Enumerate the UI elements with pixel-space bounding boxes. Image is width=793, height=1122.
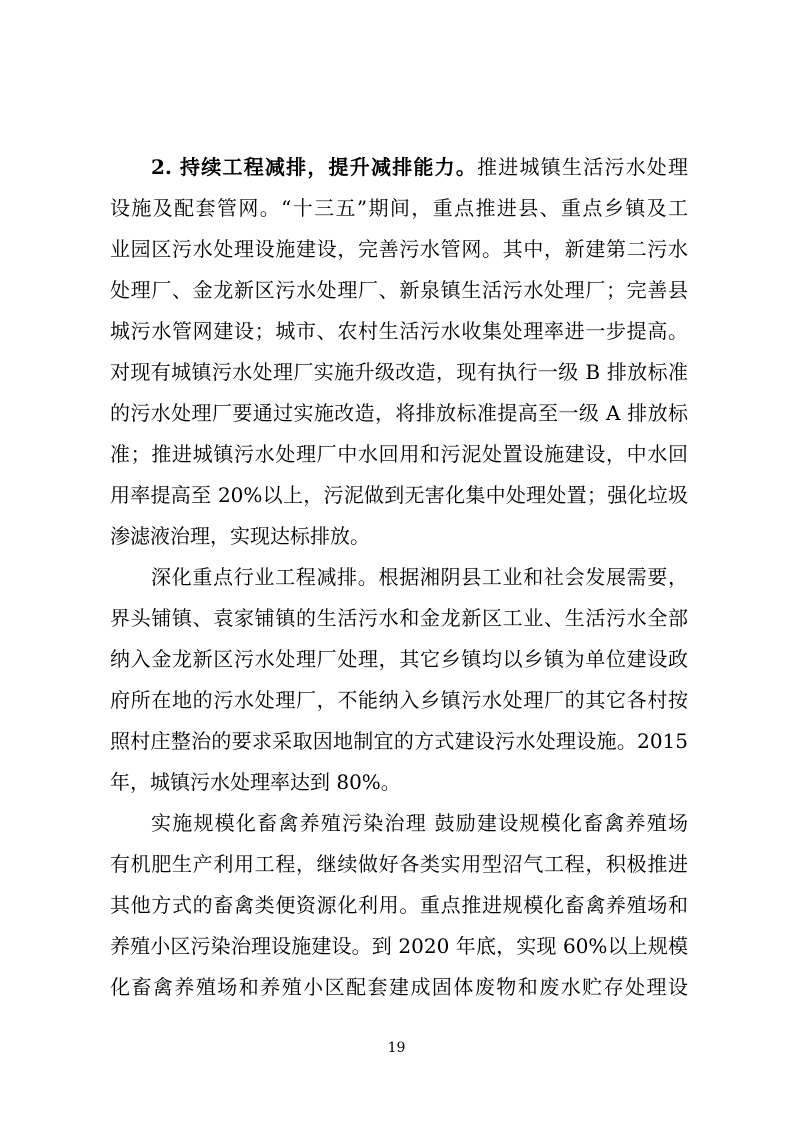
text-line: 深化重点行业工程减排。根据湘阴县工业和社会发展需要， xyxy=(151,565,688,589)
text-line: 设施及配套管网。“十三五”期间，重点推进县、重点乡镇及工 xyxy=(110,196,688,220)
page-number: 19 xyxy=(387,1040,406,1056)
section-heading: 2. 持续工程减排，提升减排能力。 xyxy=(151,155,478,179)
text-line: 用率提高至 20%以上，污泥做到无害化集中处理处置；强化垃圾 xyxy=(110,483,688,507)
text-line: 照村庄整治的要求采取因地制宜的方式建设污水处理设施。2015 xyxy=(110,729,688,753)
text-line: 化畜禽养殖场和养殖小区配套建成固体废物和废水贮存处理设 xyxy=(110,975,688,999)
paragraph-livestock-pollution xyxy=(110,803,688,1008)
paragraph-wastewater-treatment xyxy=(110,147,688,557)
text-line: 府所在地的污水处理厂，不能纳入乡镇污水处理厂的其它各村按 xyxy=(110,688,688,712)
text-line: 对现有城镇污水处理厂实施升级改造，现有执行一级 B 排放标准 xyxy=(110,360,688,384)
text-line: 准；推进城镇污水处理厂中水回用和污泥处置设施建设，中水回 xyxy=(110,442,688,466)
paragraph-industry-reduction xyxy=(110,557,688,803)
text-line: 处理厂、金龙新区污水处理厂、新泉镇生活污水处理厂；完善县 xyxy=(110,278,688,302)
text-line xyxy=(110,147,688,188)
text-span: 推进城镇生活污水处理 xyxy=(477,155,689,179)
text-line: 有机肥生产利用工程，继续做好各类实用型沼气工程，积极推进 xyxy=(110,852,688,876)
text-line: 界头铺镇、袁家铺镇的生活污水和金龙新区工业、生活污水全部 xyxy=(110,606,688,630)
text-line: 的污水处理厂要通过实施改造，将排放标准提高至一级 A 排放标 xyxy=(110,401,688,425)
text-line: 养殖小区污染治理设施建设。到 2020 年底，实现 60%以上规模 xyxy=(110,934,688,958)
text-line: 纳入金龙新区污水处理厂处理，其它乡镇均以乡镇为单位建设政 xyxy=(110,647,688,671)
document-body xyxy=(110,147,688,1008)
text-line: 其他方式的畜禽类便资源化利用。重点推进规模化畜禽养殖场和 xyxy=(110,893,688,917)
text-line: 年，城镇污水处理率达到 80%。 xyxy=(110,770,401,794)
text-line: 实施规模化畜禽养殖污染治理 鼓励建设规模化畜禽养殖场 xyxy=(151,811,688,835)
text-line: 城污水管网建设；城市、农村生活污水收集处理率进一步提高。 xyxy=(110,319,688,343)
text-line: 业园区污水处理设施建设，完善污水管网。其中，新建第二污水 xyxy=(110,237,688,261)
text-line: 渗滤液治理，实现达标排放。 xyxy=(110,524,370,548)
